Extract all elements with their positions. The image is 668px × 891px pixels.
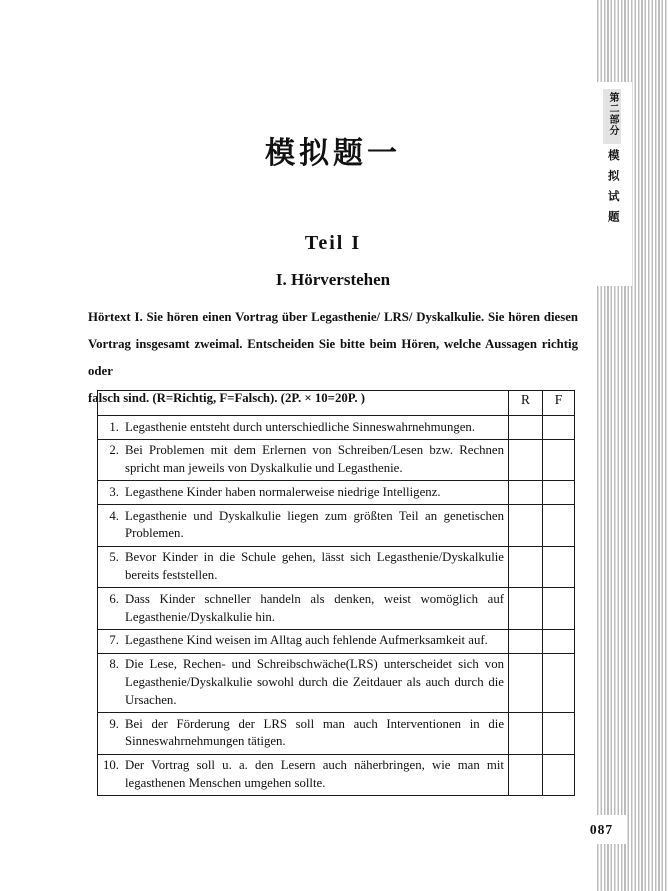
statement-number: 2.: [109, 443, 119, 458]
statement-cell: [98, 588, 509, 630]
text-line: Die Lese, Rechen- und Schreibschwäche(LRS) unterscheidet sich von: [125, 657, 504, 672]
falsch-answer-cell: [543, 416, 575, 440]
statement-cell: [98, 416, 509, 440]
table-row: [98, 505, 575, 547]
table-row: [98, 754, 575, 796]
text-line: Bevor Kinder in die Schule gehen, lässt sich Legasthenie/Dyskalkulie: [125, 550, 504, 565]
statement-cell: [98, 439, 509, 481]
statement-number: 8.: [109, 657, 119, 672]
statement-text: [125, 442, 504, 478]
richtig-answer-cell: [509, 588, 543, 630]
true-false-table: [97, 390, 574, 796]
richtig-answer-cell: [509, 481, 543, 505]
table-header-row: [98, 391, 575, 416]
falsch-answer-cell: [543, 481, 575, 505]
falsch-answer-cell: [543, 629, 575, 653]
part-name: 模拟试题: [606, 149, 619, 231]
text-line: spricht man jeweils von Dyskalkulie und Legasthenie.: [125, 461, 403, 476]
table-row: [98, 588, 575, 630]
statement-number: 4.: [109, 508, 119, 523]
text-line: legasthenen Menschen umgehen sollte.: [125, 776, 326, 791]
richtig-answer-cell: [509, 439, 543, 481]
falsch-answer-cell: [543, 439, 575, 481]
text-line: Legasthenie/Dyskalkulie hin.: [125, 609, 275, 624]
page-title: 模拟题一: [265, 137, 401, 170]
text-line: bereits feststellen.: [125, 568, 218, 583]
table-row: [98, 416, 575, 440]
statement-cell: [98, 653, 509, 712]
statement-number: 7.: [109, 633, 119, 648]
richtig-answer-cell: [509, 713, 543, 755]
statement-cell: [98, 481, 509, 505]
text-line: Ursachen.: [125, 692, 177, 707]
main-content: [88, 0, 578, 891]
statement-text: [125, 508, 504, 544]
statement-cell: [98, 713, 509, 755]
falsch-answer-cell: [543, 505, 575, 547]
statement-cell: [98, 505, 509, 547]
table-row: [98, 439, 575, 481]
statement-text: [125, 656, 504, 709]
text-line: Bei der Förderung der LRS soll man auch Interventionen in die: [125, 716, 504, 731]
statement-text: [125, 549, 504, 585]
richtig-answer-cell: [509, 505, 543, 547]
richtig-answer-cell: [509, 754, 543, 796]
text-line: falsch sind. (R=Richtig, F=Falsch). (2P. × 10=20P. ): [88, 391, 366, 405]
falsch-answer-cell: [543, 713, 575, 755]
text-line: Legasthenie/Dyskalkulie sowohl durch die Zeitdauer als auch durch die: [125, 675, 504, 690]
falsch-answer-cell: [543, 588, 575, 630]
falsch-answer-cell: [543, 546, 575, 588]
statement-text: [125, 632, 504, 650]
table-row: [98, 481, 575, 505]
text-line: Dass Kinder schneller handeln als denken, weist womöglich auf: [125, 591, 504, 606]
text-line: Legasthenie und Dyskalkulie liegen zum größten Teil an genetischen: [125, 508, 504, 523]
page-number-value: 087: [589, 822, 614, 837]
statement-text: [125, 757, 504, 793]
statement-number: 5.: [109, 550, 119, 565]
table-row: [98, 629, 575, 653]
table-row: [98, 546, 575, 588]
statement-number: 3.: [109, 484, 119, 499]
richtig-answer-cell: [509, 653, 543, 712]
richtig-answer-cell: [509, 546, 543, 588]
text-line: Problemen.: [125, 526, 184, 541]
statement-text: [125, 419, 504, 437]
side-tab: [592, 82, 632, 286]
statement-text: [125, 716, 504, 752]
text-line: Bei Problemen mit dem Erlernen von Schreiben/Lesen bzw. Rechnen: [125, 443, 504, 458]
statement-cell: [98, 754, 509, 796]
falsch-answer-cell: [543, 653, 575, 712]
page-number: [577, 815, 626, 844]
statement-text: [125, 591, 504, 627]
text-line: Hörtext I. Sie hören einen Vortrag über Legasthenie/ LRS/ Dyskalkulie. Sie hören diesen: [88, 310, 578, 324]
subsection-title: I. Hörverstehen: [275, 270, 391, 289]
text-line: Legasthenie entsteht durch unterschiedliche Sinneswahrnehmungen.: [125, 419, 476, 434]
statement-number: 9.: [109, 716, 119, 731]
text-line: Der Vortrag soll u. a. den Lesern auch näherbringen, wie man mit: [125, 758, 504, 773]
statement-number: 6.: [109, 591, 119, 606]
statement-cell: [98, 546, 509, 588]
statement-number: 1.: [109, 419, 119, 434]
table-row: [98, 713, 575, 755]
falsch-answer-cell: [543, 754, 575, 796]
part-label-box: [603, 89, 621, 144]
statement-column-header: [98, 391, 509, 416]
falsch-column-header: F: [543, 391, 575, 416]
statement-number: 10.: [103, 758, 119, 773]
text-line: Legasthene Kind weisen im Alltag auch fehlende Aufmerksamkeit auf.: [125, 633, 488, 648]
statement-cell: [98, 629, 509, 653]
table-row: [98, 653, 575, 712]
text-line: Legasthene Kinder haben normalerweise niedrige Intelligenz.: [125, 484, 441, 499]
text-line: Sinneswahrnehmungen tätigen.: [125, 734, 286, 749]
richtig-column-header: R: [509, 391, 543, 416]
section-title: Teil I: [304, 232, 362, 254]
text-line: Vortrag insgesamt zweimal. Entscheiden Sie bitte beim Hören, welche Aussagen richtig oder: [88, 337, 578, 378]
richtig-answer-cell: [509, 629, 543, 653]
statement-text: [125, 484, 504, 502]
richtig-answer-cell: [509, 416, 543, 440]
part-label: 第二部分: [607, 92, 618, 136]
